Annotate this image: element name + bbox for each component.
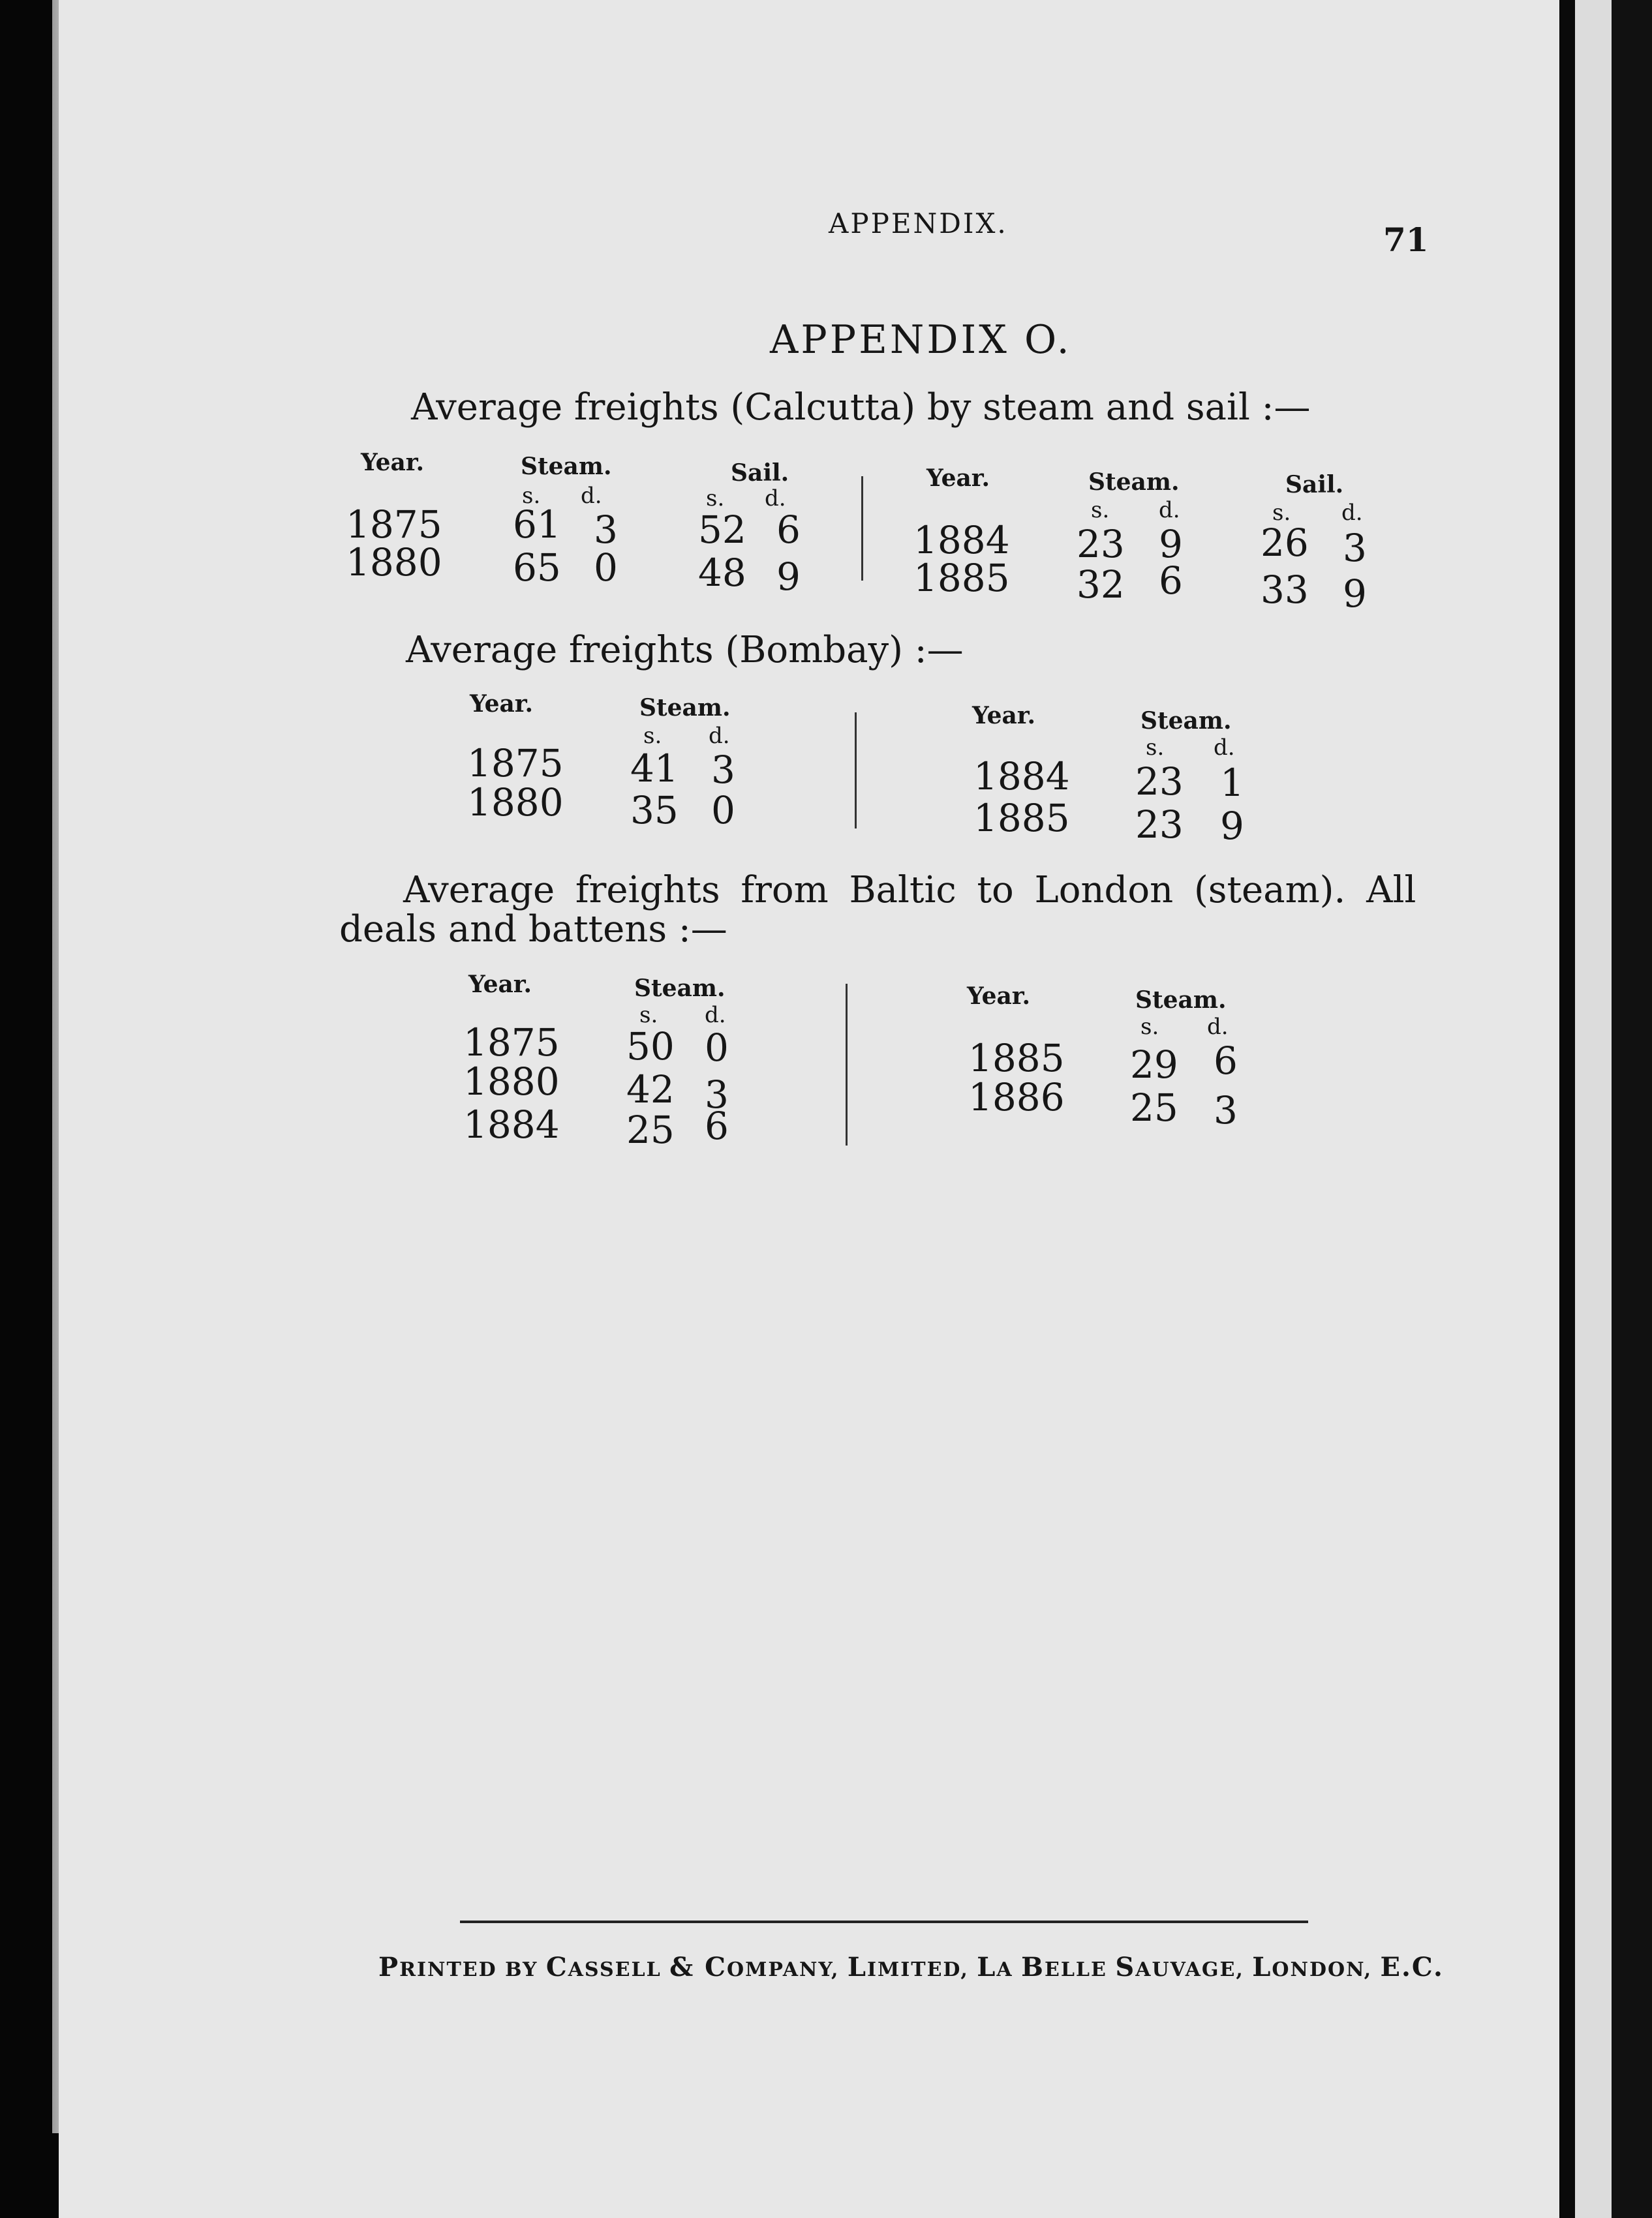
bombay-header-d: d.: [1214, 735, 1235, 761]
table-cell-sail-d: 9: [776, 554, 801, 599]
imprint-part: L: [847, 1952, 867, 1983]
baltic-header-s: s.: [1140, 1014, 1159, 1040]
calcutta-header-d: d.: [765, 485, 786, 511]
table-cell-steam-d: 0: [711, 788, 735, 832]
table-cell-steam-s: 25: [626, 1108, 675, 1152]
calcutta-header-steam-left: Steam.: [521, 453, 612, 480]
table-cell-year: 1885: [968, 1036, 1065, 1080]
imprint-part: AUVAGE,: [1135, 1958, 1253, 1981]
table-cell-steam-d: 6: [705, 1104, 729, 1148]
table-cell-steam-d: 3: [1214, 1088, 1238, 1132]
bombay-header-d: d.: [709, 723, 730, 749]
baltic-header-year-right: Year.: [967, 982, 1030, 1010]
table-cell-year: 1875: [346, 502, 442, 547]
table-cell-steam-d: 3: [594, 508, 618, 552]
imprint-part: A: [996, 1958, 1022, 1981]
imprint-part: E.C.: [1380, 1952, 1444, 1983]
table-cell-sail-s: 52: [698, 508, 746, 552]
table-cell-year: 1885: [973, 796, 1070, 840]
calcutta-header-s: s.: [706, 485, 725, 511]
calcutta-header-year-right: Year.: [926, 464, 990, 492]
imprint-part: RINTED BY: [399, 1958, 546, 1981]
bombay-intro: Average freights (Bombay) :—: [406, 629, 964, 671]
table-cell-steam-d: 0: [705, 1025, 729, 1070]
table-cell-year: 1880: [346, 540, 442, 585]
column-divider: [861, 476, 863, 581]
table-cell-sail-s: 26: [1261, 521, 1309, 565]
bombay-header-year-left: Year.: [470, 690, 533, 718]
table-cell-sail-d: 9: [1343, 571, 1367, 616]
table-cell-year: 1875: [463, 1020, 560, 1065]
imprint-rule: [460, 1921, 1308, 1923]
calcutta-header-sail-left: Sail.: [731, 459, 789, 487]
calcutta-intro: Average freights (Calcutta) by steam and sail :—: [411, 386, 1311, 429]
table-cell-steam-s: 23: [1077, 522, 1125, 566]
imprint-part: & C: [669, 1952, 727, 1983]
bombay-header-s: s.: [643, 723, 662, 749]
table-cell-year: 1880: [467, 780, 564, 825]
table-cell-sail-d: 3: [1343, 526, 1367, 570]
table-cell-steam-s: 61: [513, 502, 561, 547]
imprint-part: L: [977, 1952, 997, 1983]
imprint-part: B: [1021, 1952, 1045, 1983]
imprint-part: P: [378, 1952, 400, 1983]
table-cell-sail-s: 33: [1261, 568, 1309, 612]
table-cell-steam-s: 41: [630, 746, 679, 791]
book-page: [59, 0, 1559, 2218]
imprint-part: ONDON,: [1272, 1958, 1381, 1981]
table-cell-steam-s: 32: [1077, 562, 1125, 607]
calcutta-header-d: d.: [1341, 500, 1363, 526]
table-cell-steam-s: 29: [1130, 1042, 1178, 1087]
table-cell-year: 1884: [463, 1102, 560, 1147]
baltic-header-d: d.: [705, 1002, 726, 1028]
column-divider: [846, 984, 848, 1146]
table-cell-year: 1884: [973, 754, 1070, 798]
table-cell-steam-d: 6: [1159, 558, 1183, 603]
table-cell-steam-s: 35: [630, 788, 679, 832]
calcutta-header-year-left: Year.: [361, 449, 424, 476]
adjacent-page-edge: [1612, 0, 1652, 2218]
baltic-intro-line2: deals and battens :—: [339, 908, 727, 950]
imprint-part: S: [1115, 1952, 1136, 1983]
table-cell-steam-d: 9: [1220, 804, 1244, 848]
table-cell-sail-s: 48: [698, 551, 746, 595]
running-head: APPENDIX.: [829, 207, 1008, 239]
imprint-part: IMITED,: [866, 1958, 977, 1981]
imprint-part: OMPANY,: [726, 1958, 848, 1981]
bombay-header-steam-left: Steam.: [639, 694, 731, 722]
imprint-part: C: [545, 1952, 568, 1983]
imprint-part: L: [1252, 1952, 1272, 1983]
bombay-header-year-right: Year.: [972, 702, 1035, 729]
table-cell-year: 1875: [467, 741, 564, 785]
table-cell-steam-s: 65: [513, 545, 561, 590]
baltic-header-s: s.: [639, 1002, 658, 1028]
calcutta-header-d: d.: [581, 483, 602, 509]
table-cell-steam-s: 42: [626, 1067, 675, 1112]
baltic-intro-line1: Average freights from Baltic to London (steam). All: [403, 869, 1416, 911]
table-cell-steam-d: 6: [1214, 1039, 1238, 1083]
table-cell-steam-d: 0: [594, 545, 618, 590]
calcutta-header-steam-right: Steam.: [1088, 468, 1180, 496]
calcutta-header-s: s.: [1272, 500, 1291, 526]
page-number: 71: [1383, 220, 1429, 259]
table-cell-year: 1880: [463, 1059, 560, 1104]
table-cell-steam-d: 9: [1159, 522, 1183, 566]
baltic-header-steam-left: Steam.: [634, 975, 726, 1002]
calcutta-header-d: d.: [1159, 497, 1180, 523]
calcutta-header-sail-right: Sail.: [1285, 471, 1344, 498]
book-spine-shadow: [1561, 0, 1575, 2218]
table-cell-steam-d: 3: [705, 1072, 729, 1117]
table-cell-steam-s: 23: [1135, 802, 1184, 847]
bombay-header-s: s.: [1146, 735, 1165, 761]
baltic-header-year-left: Year.: [468, 971, 532, 998]
table-cell-steam-d: 1: [1220, 761, 1244, 805]
table-cell-sail-d: 6: [776, 508, 801, 552]
appendix-title: APPENDIX O.: [770, 317, 1072, 363]
calcutta-header-s: s.: [522, 483, 541, 509]
table-cell-year: 1885: [913, 556, 1010, 600]
column-divider: [855, 712, 857, 828]
baltic-header-steam-right: Steam.: [1135, 986, 1227, 1014]
table-cell-steam-d: 3: [711, 748, 735, 792]
table-cell-steam-s: 23: [1135, 759, 1184, 804]
baltic-header-d: d.: [1207, 1014, 1229, 1040]
imprint-part: ELLE: [1044, 1958, 1116, 1981]
table-cell-year: 1886: [968, 1075, 1065, 1119]
printer-imprint: [378, 1952, 1444, 1983]
imprint-part: ASSELL: [568, 1958, 670, 1981]
table-cell-year: 1884: [913, 518, 1010, 562]
bombay-header-steam-right: Steam.: [1140, 707, 1232, 735]
table-cell-steam-s: 50: [626, 1024, 675, 1069]
table-cell-steam-s: 25: [1130, 1086, 1178, 1130]
calcutta-header-s: s.: [1091, 497, 1110, 523]
